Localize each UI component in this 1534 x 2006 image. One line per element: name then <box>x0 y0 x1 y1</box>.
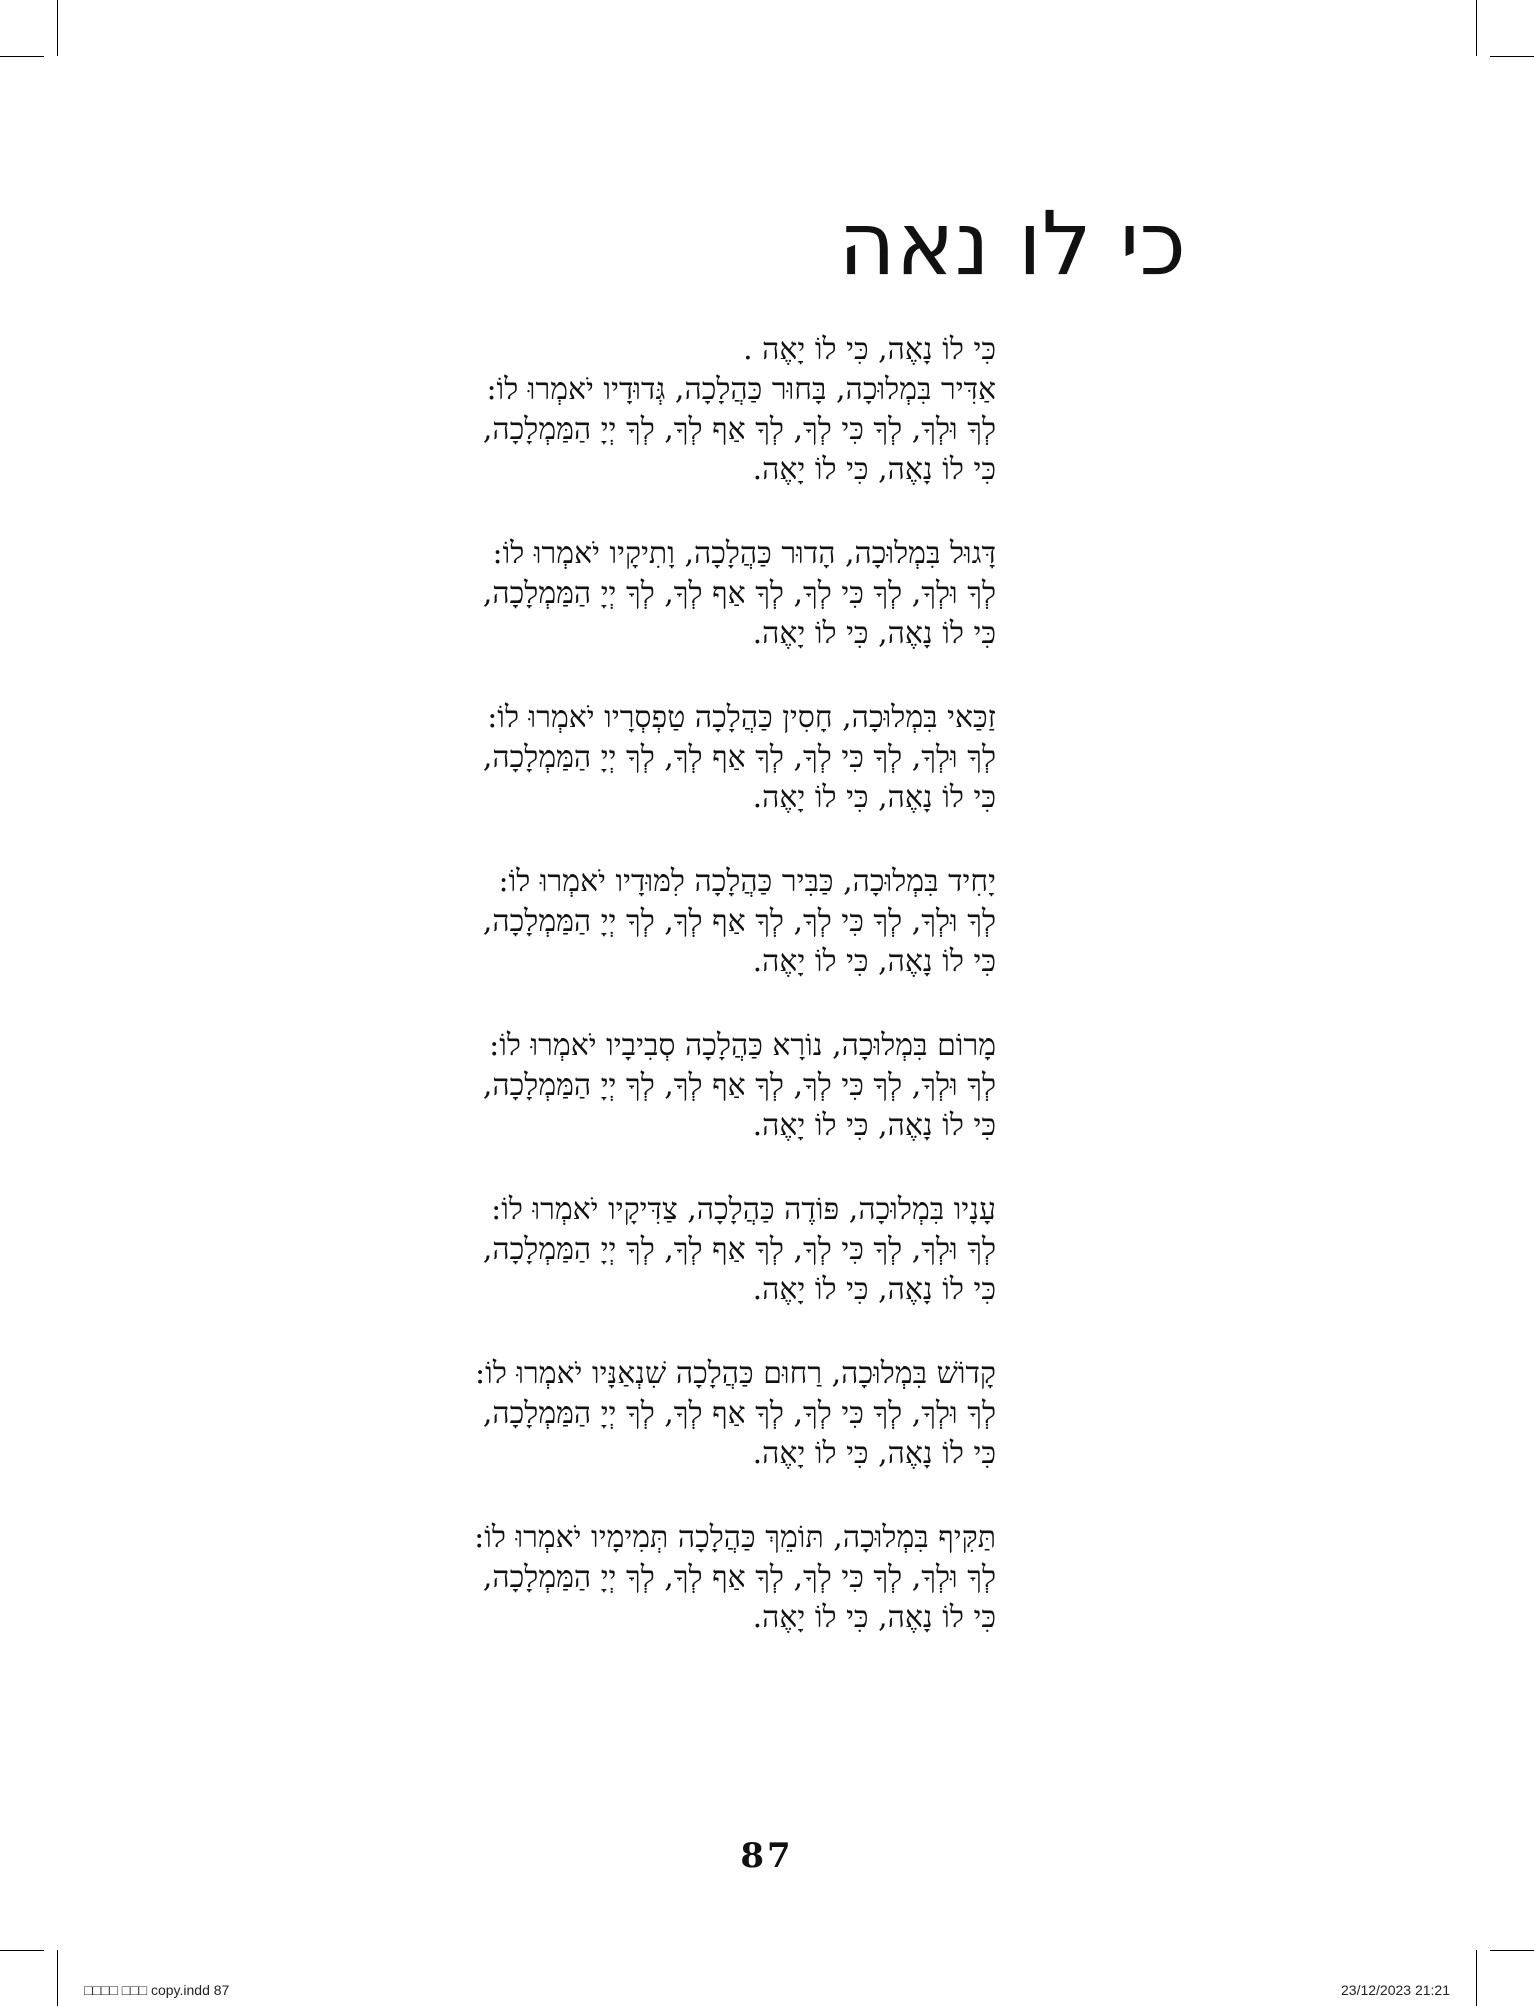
poem-line: לְךָ וּלְךָ, לְךָ כִּי לְךָ, לְךָ אַף לְךָ, לְךָ יְיָ הַמַּמְלָכָה, <box>482 576 996 611</box>
stanza <box>474 534 996 654</box>
stanza <box>474 1518 996 1638</box>
crop-mark-top-left-vertical <box>57 0 58 56</box>
crop-mark-top-right-vertical <box>1476 0 1477 56</box>
poem-line: כִּי לוֹ נָאֶה, כִּי לוֹ יָאֶה. <box>752 944 996 979</box>
crop-mark-bottom-right-vertical <box>1476 1950 1477 2006</box>
poem-line: כִּי לוֹ נָאֶה, כִּי לוֹ יָאֶה. <box>752 616 996 651</box>
poem-line: כִּי לוֹ נָאֶה, כִּי לוֹ יָאֶה. <box>752 1600 996 1635</box>
poem-line: כִּי לוֹ נָאֶה, כִּי לוֹ יָאֶה. <box>752 1108 996 1143</box>
poem-line: קָדוֹשׁ בִּמְלוּכָה, רַחוּם כַּהֲלָכָה שִׁנְאַנָּיו יֹאמְרוּ לוֹ: <box>475 1356 996 1391</box>
poem-line: לְךָ וּלְךָ, לְךָ כִּי לְךָ, לְךָ אַף לְךָ, לְךָ יְיָ הַמַּמְלָכָה, <box>482 1232 996 1267</box>
stanza <box>474 862 996 982</box>
poem-line: לְךָ וּלְךָ, לְךָ כִּי לְךָ, לְךָ אַף לְךָ, לְךָ יְיָ הַמַּמְלָכָה, <box>482 740 996 775</box>
crop-mark-bottom-right-horizontal <box>1490 1950 1534 1951</box>
crop-mark-top-right-horizontal <box>1490 56 1534 57</box>
poem-line: לְךָ וּלְךָ, לְךָ כִּי לְךָ, לְךָ אַף לְךָ, לְךָ יְיָ הַמַּמְלָכָה, <box>482 904 996 939</box>
stanza <box>474 1190 996 1310</box>
slug-timestamp: 23/12/2023 21:21 <box>1341 1982 1450 1998</box>
poem-line: זַכַּאי בִּמְלוּכָה, חָסִין כַּהֲלָכָה טַפְסְרָיו יֹאמְרוּ לוֹ: <box>487 700 996 735</box>
poem-line: דָּגוּל בִּמְלוּכָה, הָדוּר כַּהֲלָכָה, וָתִיקָיו יֹאמְרוּ לוֹ: <box>492 536 996 571</box>
poem-line: יָחִיד בִּמְלוּכָה, כַּבִּיר כַּהֲלָכָה לִמּוּדָיו יֹאמְרוּ לוֹ: <box>498 864 996 899</box>
page-number: 87 <box>740 1836 794 1876</box>
stanza <box>474 1026 996 1146</box>
poem-line: לְךָ וּלְךָ, לְךָ כִּי לְךָ, לְךָ אַף לְךָ, לְךָ יְיָ הַמַּמְלָכָה, <box>482 1396 996 1431</box>
poem-line: לְךָ וּלְךָ, לְךָ כִּי לְךָ, לְךָ אַף לְךָ, לְךָ יְיָ הַמַּמְלָכָה, <box>482 1560 996 1595</box>
poem <box>474 330 996 1638</box>
poem-line: כִּי לוֹ נָאֶה, כִּי לוֹ יָאֶה. <box>752 452 996 487</box>
stanza <box>474 330 996 490</box>
crop-mark-bottom-left-horizontal <box>0 1950 44 1951</box>
poem-line: כִּי לוֹ נָאֶה, כִּי לוֹ יָאֶה. <box>752 1436 996 1471</box>
crop-mark-bottom-left-vertical <box>57 1950 58 2006</box>
crop-mark-top-left-horizontal <box>0 56 44 57</box>
slug-filename: □□□□ □□□ copy.indd 87 <box>84 1982 230 1998</box>
poem-line: כִּי לוֹ נָאֶה, כִּי לוֹ יָאֶה. <box>752 1272 996 1307</box>
page-title: כי לו נאה <box>838 192 1186 295</box>
stanza <box>474 698 996 818</box>
stanza <box>474 1354 996 1474</box>
poem-line: תַּקִּיף בִּמְלוּכָה, תּוֹמֵךְ כַּהֲלָכָה תְּמִימָיו יֹאמְרוּ לוֹ: <box>474 1520 996 1555</box>
poem-line: כִּי לוֹ נָאֶה, כִּי לוֹ יָאֶה . <box>743 332 996 367</box>
poem-line: כִּי לוֹ נָאֶה, כִּי לוֹ יָאֶה. <box>752 780 996 815</box>
poem-line: אַדִּיר בִּמְלוּכָה, בָּחוּר כַּהֲלָכָה, גְּדוּדָיו יֹאמְרוּ לוֹ: <box>486 372 996 407</box>
poem-line: עָנָיו בִּמְלוּכָה, פּוֹדֶה כַּהֲלָכָה, צַדִּיקָיו יֹאמְרוּ לוֹ: <box>491 1192 996 1227</box>
poem-line: מָרוֹם בִּמְלוּכָה, נוֹרָא כַּהֲלָכָה סְבִיבָיו יֹאמְרוּ לוֹ: <box>489 1028 996 1063</box>
poem-line: לְךָ וּלְךָ, לְךָ כִּי לְךָ, לְךָ אַף לְךָ, לְךָ יְיָ הַמַּמְלָכָה, <box>482 412 996 447</box>
poem-line: לְךָ וּלְךָ, לְךָ כִּי לְךָ, לְךָ אַף לְךָ, לְךָ יְיָ הַמַּמְלָכָה, <box>482 1068 996 1103</box>
